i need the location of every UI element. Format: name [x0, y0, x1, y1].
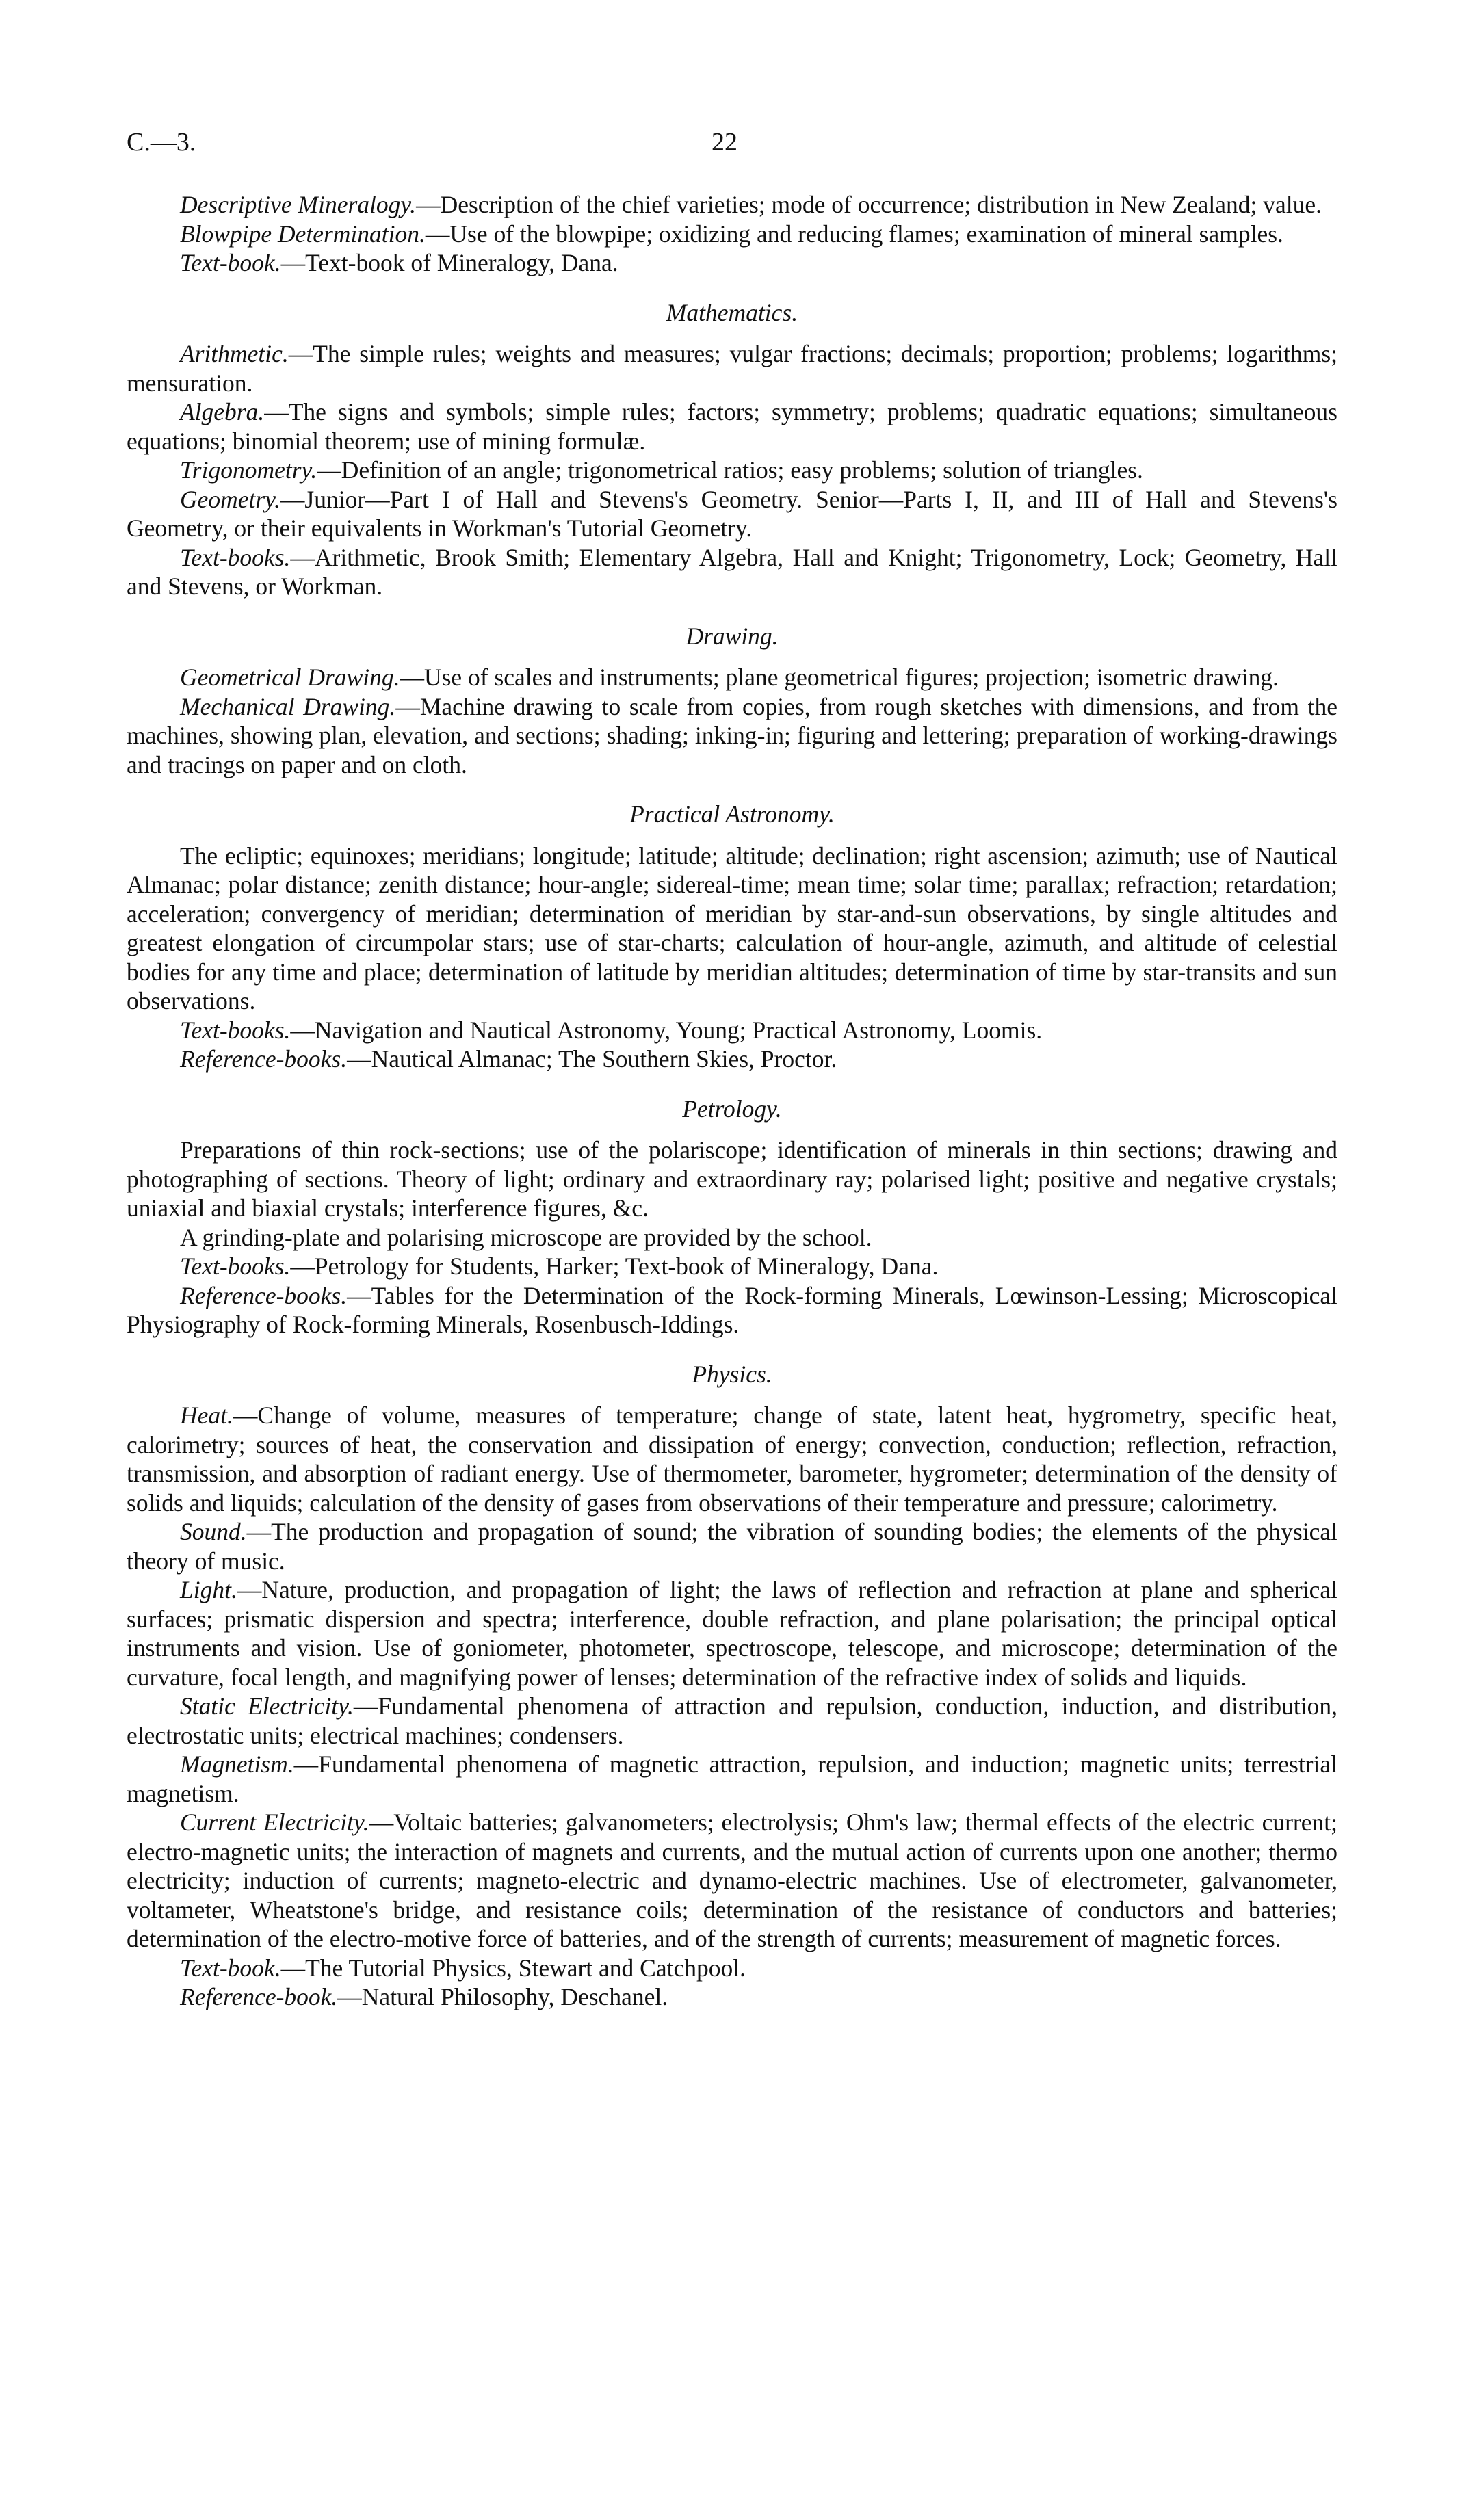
paragraph-lead: Mechanical Drawing.	[180, 692, 396, 720]
paragraph	[127, 1575, 1337, 1692]
paragraph	[127, 1954, 1337, 1983]
section-heading: Physics.	[692, 1360, 772, 1388]
paragraph	[127, 339, 1337, 397]
paragraph-text: —Text-book of Mineralogy, Dana.	[280, 249, 618, 276]
paragraph	[127, 1045, 1337, 1074]
paragraph-text: —The simple rules; weights and measures; vulgar fractions; decimals; proportion; problems; logarithms; mensuration.	[127, 340, 1337, 397]
paragraph-lead: Sound.	[180, 1518, 247, 1545]
paragraph	[127, 485, 1337, 543]
paragraph-text: —Nature, production, and propagation of light; the laws of reflection and refraction at plane and spherical surfaces; prismatic dispersion and spectra; interference, double refraction, and plane polarisation; the principal optical instruments and vision. Use of goniometer, photometer, spectroscope, telescope, and microscope; determination of the curvature, focal length, and magnifying power of lenses; determination of the refractive index of solids and liquids.	[127, 1576, 1337, 1691]
page-number: 22	[712, 128, 737, 157]
paragraph-lead: Trigonometry.	[180, 456, 317, 484]
paragraph-lead: Blowpipe Determination.	[180, 220, 426, 248]
paragraph-lead: Geometry.	[180, 485, 280, 513]
paragraph-lead: Reference-book.	[180, 1983, 338, 2010]
page-header	[127, 127, 1351, 168]
paragraph-lead: Magnetism.	[180, 1750, 294, 1778]
paragraph	[127, 397, 1337, 456]
paragraph	[127, 543, 1337, 601]
paragraph-text: The ecliptic; equinoxes; meridians; longitude; latitude; altitude; declination; right ascension; azimuth; use of Nautical Almanac; polar distance; zenith distance; hour-angle; sidereal-time; mean time; solar time; parallax; refraction; retardation; acceleration; convergency of meridian; determination of meridian by star-and-sun observations, by single altitudes and greatest elongation of circumpolar stars; use of star-charts; calculation of hour-angle, azimuth, and altitude of celestial bodies for any time and place; determination of latitude by meridian altitudes; determination of time by star-transits and sun observations.	[127, 841, 1337, 1014]
document-body	[127, 190, 1337, 2012]
paragraph-lead: Heat.	[180, 1402, 233, 1429]
paragraph-lead: Arithmetic.	[180, 340, 289, 367]
paragraph-text: —Definition of an angle; trigonometrical ratios; easy problems; solution of triangles.	[317, 456, 1143, 484]
paragraph-lead: Reference-books.	[180, 1045, 348, 1073]
paragraph	[127, 248, 1337, 278]
paragraph-lead: Text-books.	[180, 543, 291, 571]
paragraph-lead: Algebra.	[180, 398, 265, 425]
paragraph	[127, 220, 1337, 249]
paragraph	[127, 663, 1337, 692]
paragraph-text: —Fundamental phenomena of magnetic attraction, repulsion, and induction; magnetic units; terrestrial magnetism.	[127, 1750, 1337, 1807]
paragraph-text: —The signs and symbols; simple rules; factors; symmetry; problems; quadratic equations; simultaneous equations; binomial theorem; use of mining formulæ.	[127, 398, 1337, 455]
paragraph-text: —Tables for the Determination of the Rock-forming Minerals, Lœwinson-Lessing; Microscopical Physiography of Rock-forming Minerals, Rosenbusch-Iddings.	[127, 1281, 1337, 1338]
paragraph-text: —Junior—Part I of Hall and Stevens's Geometry. Senior—Parts I, II, and III of Hall and Stevens's Geometry, or their equivalents in Workman's Tutorial Geometry.	[127, 485, 1337, 542]
paragraph-text: —The Tutorial Physics, Stewart and Catchpool.	[280, 1954, 746, 1982]
paragraph	[127, 1252, 1337, 1281]
paragraph	[127, 190, 1337, 220]
paragraph-text: —Voltaic batteries; galvanometers; electrolysis; Ohm's law; thermal effects of the electric current; electro-magnetic units; the interaction of magnets and currents, and the mutual action of currents upon one another; thermo electricity; induction of currents; magneto-electric and dynamo-electric machines. Use of electrometer, galvanometer, voltameter, Wheatstone's bridge, and resistance coils; determination of the resistance of conductors and batteries; determination of the electro-motive force of batteries, and of the strength of currents; measurement of magnetic forces.	[127, 1809, 1337, 1952]
paragraph-lead: Static Electricity.	[180, 1692, 354, 1720]
paragraph-text: —Change of volume, measures of temperature; change of state, latent heat, hygrometry, specific heat, calorimetry; sources of heat, the conservation and dissipation of energy; convection, conduction; reflection, refraction, transmission, and absorption of radiant energy. Use of thermometer, barometer, hygrometer; determination of the density of solids and liquids; calculation of the density of gases from observations of their temperature and pressure; calorimetry.	[127, 1402, 1337, 1517]
paragraph-lead: Geometrical Drawing.	[180, 664, 400, 691]
paragraph	[127, 456, 1337, 485]
paragraph-text: —Petrology for Students, Harker; Text-book of Mineralogy, Dana.	[290, 1252, 939, 1280]
paragraph-text: —Machine drawing to scale from copies, from rough sketches with dimensions, and from the machines, showing plan, elevation, and sections; shading; inking-in; figuring and lettering; preparation of working-drawings and tracings on paper and on cloth.	[127, 692, 1337, 778]
section-heading: Mathematics.	[666, 298, 798, 326]
section-heading: Petrology.	[682, 1094, 782, 1123]
paragraph	[127, 1982, 1337, 2012]
paragraph-lead: Text-book.	[180, 1954, 281, 1982]
paragraph	[127, 1401, 1337, 1517]
paragraph	[127, 1223, 1337, 1252]
paragraph	[127, 1016, 1337, 1045]
paragraph-lead: Light.	[180, 1576, 237, 1603]
paragraph	[127, 1517, 1337, 1575]
section-heading: Drawing.	[686, 622, 779, 650]
paragraph	[127, 1281, 1337, 1339]
paragraph-text: —Description of the chief varieties; mode of occurrence; distribution in New Zealand; value.	[416, 191, 1322, 218]
paragraph	[127, 841, 1337, 1016]
section-heading: Practical Astronomy.	[629, 800, 835, 828]
paragraph-lead: Descriptive Mineralogy.	[180, 191, 417, 218]
paragraph-lead: Reference-books.	[180, 1281, 348, 1309]
paragraph-text: A grinding-plate and polarising microscope are provided by the school.	[180, 1223, 872, 1251]
paragraph-text: —Use of the blowpipe; oxidizing and reducing flames; examination of mineral samples.	[425, 220, 1283, 248]
paragraph-lead: Text-books.	[180, 1252, 291, 1280]
paragraph-lead: Text-book.	[180, 249, 281, 276]
paragraph-text: —Arithmetic, Brook Smith; Elementary Algebra, Hall and Knight; Trigonometry, Lock; Geometry, Hall and Stevens, or Workman.	[127, 543, 1337, 600]
paragraph-lead: Current Electricity.	[180, 1809, 369, 1836]
paragraph	[127, 1136, 1337, 1223]
paragraph	[127, 1750, 1337, 1808]
paragraph-text: Preparations of thin rock-sections; use of the polariscope; identification of minerals in thin sections; drawing and photographing of sections. Theory of light; ordinary and extraordinary ray; polarised light; positive and negative crystals; uniaxial and biaxial crystals; interference figures, &c.	[127, 1136, 1337, 1222]
paragraph-text: —Natural Philosophy, Deschanel.	[337, 1983, 668, 2010]
paragraph	[127, 1808, 1337, 1954]
paragraph-text: —Nautical Almanac; The Southern Skies, Proctor.	[347, 1045, 837, 1073]
paragraph-text: —Fundamental phenomena of attraction and repulsion, conduction, induction, and distribution, electrostatic units; electrical machines; condensers.	[127, 1692, 1337, 1749]
document-code: C.—3.	[127, 128, 196, 157]
paragraph-lead: Text-books.	[180, 1016, 291, 1044]
paragraph-text: —Use of scales and instruments; plane geometrical figures; projection; isometric drawing.	[400, 664, 1279, 691]
paragraph-text: —Navigation and Nautical Astronomy, Young; Practical Astronomy, Loomis.	[290, 1016, 1043, 1044]
paragraph-text: —The production and propagation of sound; the vibration of sounding bodies; the elements of the physical theory of music.	[127, 1518, 1337, 1575]
paragraph	[127, 1692, 1337, 1750]
paragraph	[127, 692, 1337, 780]
